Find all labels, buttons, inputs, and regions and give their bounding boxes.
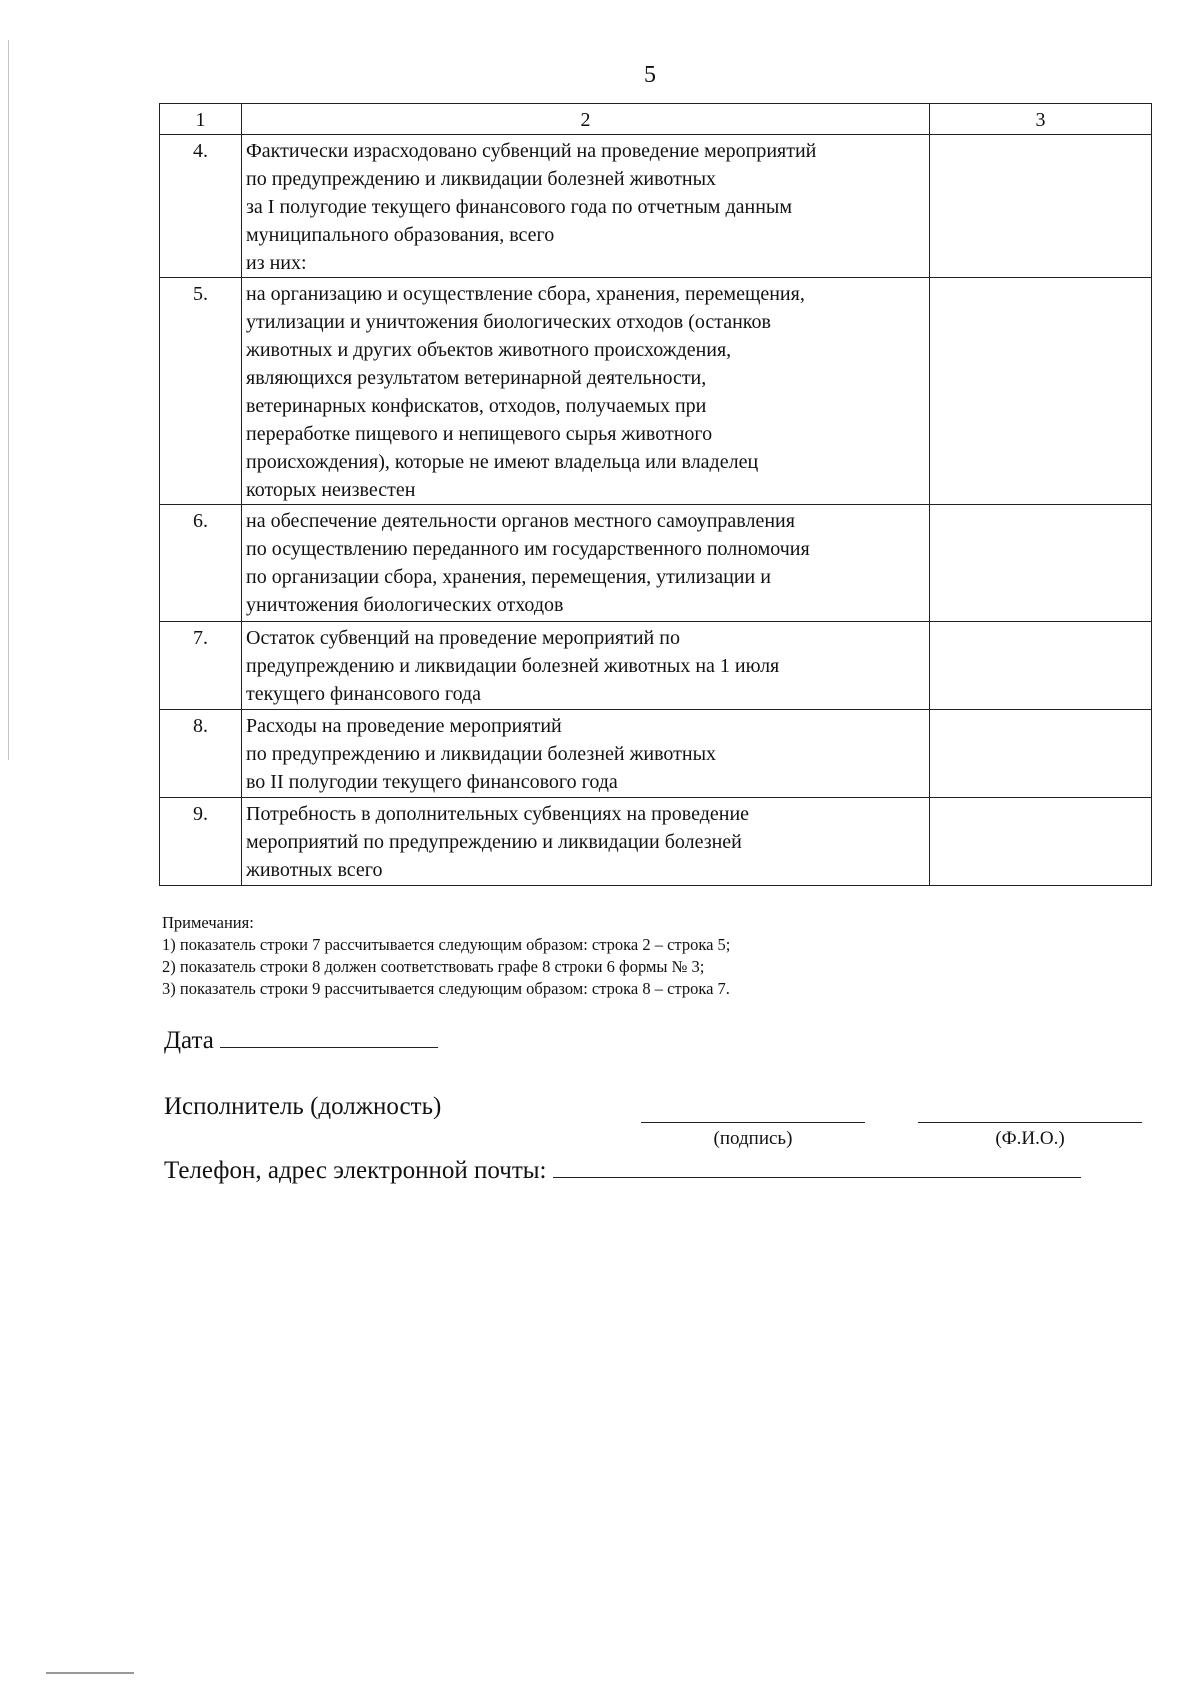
row-number: 5. (160, 278, 242, 505)
indicators-table (159, 103, 1152, 886)
row-value-cell (930, 278, 1152, 505)
table-row (160, 135, 1152, 278)
notes-block (162, 912, 730, 1000)
contact-blank[interactable] (553, 1177, 1081, 1178)
table-header-row (160, 104, 1152, 135)
column-header-indicator: 2 (242, 104, 930, 135)
row-indicator-text: Потребность в дополнительных субвенциях на проведение мероприятий по предупреждению и ликвидации болезней животных всего (242, 798, 930, 886)
row-value-cell (930, 798, 1152, 886)
date-line (164, 1027, 438, 1055)
name-caption: (Ф.И.О.) (995, 1128, 1065, 1149)
table-row (160, 505, 1152, 622)
signature-blank[interactable] (641, 1096, 865, 1123)
row-indicator-text: на обеспечение деятельности органов местного самоуправления по осуществлению переданного им государственного полномочия по организации сбора, хранения, перемещения, утилизации и уничтожения биологических отходов (242, 505, 930, 622)
row-number: 6. (160, 505, 242, 622)
row-indicator-text: Остаток субвенций на проведение мероприятий по предупреждению и ликвидации болезней животных на 1 июля текущего финансового года (242, 622, 930, 710)
signature-caption: (подпись) (713, 1128, 793, 1149)
row-number: 9. (160, 798, 242, 886)
row-indicator-text: Расходы на проведение мероприятий по предупреждению и ликвидации болезней животных во II полугодии текущего финансового года (242, 710, 930, 798)
contact-line (164, 1157, 1081, 1185)
table-row (160, 710, 1152, 798)
name-blank[interactable] (918, 1096, 1142, 1123)
row-indicator-text: на организацию и осуществление сбора, хранения, перемещения, утилизации и уничтожения биологических отходов (останков животных и других объектов животного происхождения, являющихся результатом ветеринарной деятельности, ветеринарных конфискатов, отходов, получаемых при переработке пищевого и непищевого сырья животного происхождения), которые не имеют владельца или владелец которых неизвестен (242, 278, 930, 505)
column-header-number: 1 (160, 104, 242, 135)
table-row (160, 622, 1152, 710)
row-number: 8. (160, 710, 242, 798)
row-value-cell (930, 135, 1152, 278)
row-value-cell (930, 622, 1152, 710)
table-row (160, 798, 1152, 886)
note-item: 2) показатель строки 8 должен соответствовать графе 8 строки 6 формы № 3; (162, 957, 705, 976)
row-number: 4. (160, 135, 242, 278)
note-item: 3) показатель строки 9 рассчитывается следующим образом: строка 8 – строка 7. (162, 979, 730, 998)
contact-label: Телефон, адрес электронной почты: (164, 1157, 547, 1184)
page-number: 5 (644, 62, 656, 88)
notes-title: Примечания: (162, 913, 254, 932)
column-header-value: 3 (930, 104, 1152, 135)
row-value-cell (930, 505, 1152, 622)
date-blank[interactable] (220, 1047, 438, 1048)
date-label: Дата (164, 1027, 214, 1054)
scan-edge-mark (46, 1672, 134, 1674)
row-number: 7. (160, 622, 242, 710)
note-item: 1) показатель строки 7 рассчитывается следующим образом: строка 2 – строка 5; (162, 935, 731, 954)
executor-label: Исполнитель (должность) (164, 1093, 442, 1120)
row-value-cell (930, 710, 1152, 798)
row-indicator-text: Фактически израсходовано субвенций на проведение мероприятий по предупреждению и ликвидации болезней животных за I полугодие текущего финансового года по отчетным данным муниципального образования, всего из них: (242, 135, 930, 278)
table-row (160, 278, 1152, 505)
scan-edge-mark (8, 40, 9, 760)
